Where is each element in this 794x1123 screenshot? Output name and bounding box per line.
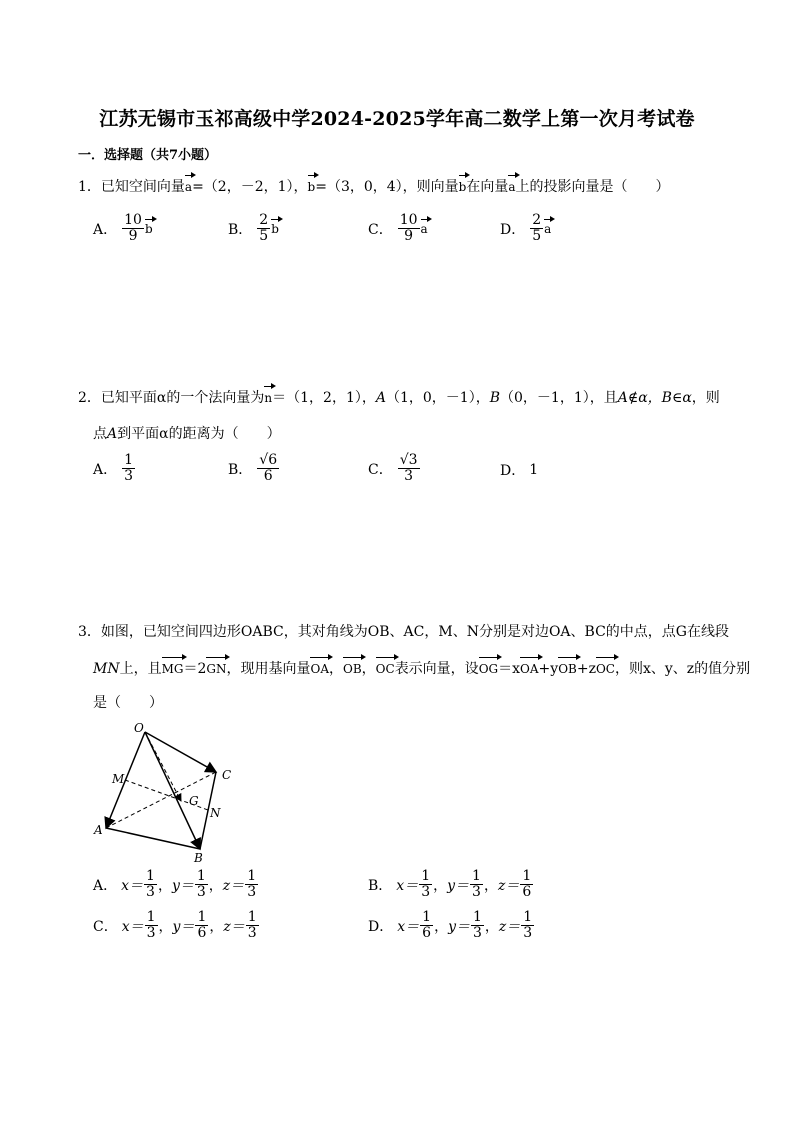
fraction: [520, 869, 533, 900]
question-text: （0，－1，1），且: [500, 390, 618, 406]
denominator: 3: [247, 884, 257, 900]
option-label: B．: [368, 877, 393, 894]
numerator: 2: [532, 212, 542, 228]
membership-condition: A∉α，B∈α: [617, 390, 692, 406]
separator: ，: [433, 877, 448, 894]
label-m: M: [112, 772, 125, 786]
option-label: B．: [228, 221, 253, 238]
option-a[interactable]: [93, 869, 259, 900]
question-text: （1，0，－1），: [385, 390, 490, 406]
var-y: y＝: [447, 877, 470, 894]
option-c[interactable]: [93, 910, 260, 941]
fraction: [257, 453, 279, 484]
question-text: 已知空间向量: [100, 179, 185, 195]
separator: ，: [209, 918, 224, 935]
question-text: +y: [538, 661, 559, 677]
denominator: 3: [404, 468, 414, 484]
numerator: 1: [146, 909, 156, 925]
vector-a: a: [544, 221, 552, 236]
question-text: ，现用基向量: [226, 661, 311, 677]
numerator: √6: [259, 452, 278, 468]
var-x: x＝: [397, 918, 420, 935]
edge-ab: [106, 828, 200, 849]
fraction: [122, 453, 135, 484]
numerator: 1: [247, 909, 257, 925]
var-x: x＝: [121, 918, 144, 935]
option-a[interactable]: [93, 453, 136, 484]
denominator: 3: [247, 925, 257, 941]
numerator: 1: [197, 909, 207, 925]
option-value: 1: [529, 462, 539, 478]
question-3-line-2: [93, 660, 750, 678]
fraction: [245, 869, 258, 900]
option-b[interactable]: [228, 213, 279, 244]
option-d[interactable]: [500, 213, 551, 244]
question-text: 上的投影向量是（ ）: [515, 179, 670, 195]
option-label: C．: [368, 461, 393, 478]
question-text: 是（ ）: [93, 695, 163, 711]
vector-b: b: [307, 180, 316, 194]
var-y: y＝: [448, 918, 470, 935]
var-z: z＝: [222, 877, 245, 894]
numerator: 1: [146, 868, 155, 884]
numerator: 1: [523, 909, 533, 925]
var-z: z＝: [223, 918, 245, 935]
question-text: ，则x、y、z的值分别: [614, 661, 751, 677]
var-z: z＝: [498, 918, 521, 935]
var-x: x＝: [396, 877, 419, 894]
question-text: ＝（1，2，1），: [272, 390, 376, 406]
question-2: [78, 389, 720, 407]
label-o: O: [134, 721, 144, 735]
denominator: 3: [146, 884, 155, 900]
point-a: A: [375, 390, 386, 406]
option-d[interactable]: [368, 910, 535, 941]
question-text: ＝2: [183, 661, 207, 677]
denominator: 3: [421, 884, 431, 900]
separator: ，: [157, 877, 172, 894]
fraction: [145, 910, 158, 941]
fraction: [471, 910, 484, 941]
separator: ，: [434, 918, 449, 935]
separator: ，: [483, 877, 498, 894]
var-x: x＝: [121, 877, 144, 894]
question-text: 到平面α的距离为（ ）: [117, 426, 281, 442]
label-g: G: [189, 794, 199, 808]
vector-a: a: [508, 180, 516, 194]
option-a[interactable]: [93, 213, 153, 244]
question-text: =（2，－2，1），: [192, 179, 308, 195]
vector-oc: OC: [375, 662, 395, 676]
option-label: B．: [228, 461, 253, 478]
question-text: ，则: [691, 390, 720, 406]
option-c[interactable]: [368, 213, 428, 244]
question-text: ，: [361, 661, 376, 677]
question-text: 已知平面α的一个法向量为: [100, 390, 265, 406]
var-z: z＝: [497, 877, 520, 894]
question-text: 点: [93, 426, 107, 442]
question-text: 上，且: [119, 661, 162, 677]
denominator: 9: [404, 228, 414, 244]
numerator: 1: [422, 909, 432, 925]
numerator: 1: [522, 868, 532, 884]
denominator: 5: [532, 228, 542, 244]
separator: ，: [208, 877, 223, 894]
vector-oa: OA: [520, 662, 539, 676]
fraction: [420, 910, 433, 941]
fraction: [419, 869, 432, 900]
option-label: A．: [93, 877, 118, 894]
numerator: 2: [259, 212, 269, 228]
numerator: √3: [399, 452, 418, 468]
option-c[interactable]: [368, 453, 421, 484]
question-text: =（3，0，4），则向量: [315, 179, 459, 195]
var-y: y＝: [172, 918, 195, 935]
label-a: A: [94, 823, 103, 837]
option-label: A．: [93, 461, 118, 478]
option-label: D．: [368, 918, 394, 935]
vector-oa: OA: [310, 662, 329, 676]
question-text: ，: [329, 661, 343, 677]
segment-mn: MN: [93, 661, 120, 677]
section-heading: 一．选择题（共7小题）: [78, 148, 218, 163]
fraction: [398, 213, 420, 244]
vector-n: n: [264, 391, 273, 405]
vector-oc: OC: [595, 662, 615, 676]
numerator: 1: [247, 868, 257, 884]
denominator: 3: [523, 925, 533, 941]
question-1: [78, 178, 670, 196]
vector-a: a: [184, 180, 193, 194]
question-2-line-2: [93, 425, 281, 443]
vector-b: b: [458, 180, 467, 194]
denominator: 6: [263, 468, 273, 484]
point-a: A: [107, 426, 118, 442]
option-label: D．: [500, 463, 526, 479]
option-b[interactable]: [228, 453, 280, 484]
vector-ob: OB: [558, 662, 577, 676]
question-number: 3．: [78, 624, 101, 640]
numerator: 1: [472, 909, 482, 925]
fraction: [257, 213, 270, 244]
denominator: 6: [522, 884, 532, 900]
question-number: 2．: [78, 390, 101, 406]
vector-b: b: [271, 221, 279, 236]
denominator: 3: [472, 925, 482, 941]
label-c: C: [222, 768, 232, 782]
vector-b: b: [144, 221, 153, 236]
fraction: [144, 869, 157, 900]
denominator: 5: [259, 228, 269, 244]
numerator: 10: [124, 212, 142, 228]
option-d[interactable]: [500, 460, 538, 480]
denominator: 6: [422, 925, 432, 941]
question-text: 在向量: [466, 179, 509, 195]
numerator: 1: [124, 452, 134, 468]
numerator: 1: [196, 868, 206, 884]
vector-a: a: [420, 221, 428, 236]
vector-gn: GN: [206, 662, 227, 676]
numerator: 1: [421, 868, 431, 884]
numerator: 10: [399, 212, 418, 228]
fraction: [122, 213, 144, 244]
option-label: C．: [368, 221, 393, 238]
fraction: [195, 910, 208, 941]
option-b[interactable]: [368, 869, 534, 900]
tetrahedron-figure: [88, 720, 248, 870]
fraction: [470, 869, 483, 900]
question-text: +z: [576, 661, 596, 677]
separator: ，: [484, 918, 499, 935]
page-title: 江苏无锡市玉祁高级中学2024-2025学年高二数学上第一次月考试卷: [99, 108, 695, 130]
question-3: [78, 623, 729, 641]
question-text: 表示向量，设: [394, 661, 479, 677]
separator: ，: [158, 918, 173, 935]
fraction: [530, 213, 543, 244]
point-b: B: [489, 390, 501, 406]
label-n: N: [210, 806, 221, 820]
option-label: C．: [93, 918, 118, 935]
denominator: 3: [472, 884, 481, 900]
numerator: 1: [472, 868, 481, 884]
option-label: A．: [93, 221, 118, 238]
denominator: 3: [146, 925, 156, 941]
question-number: 1．: [78, 179, 101, 195]
fraction: [521, 910, 534, 941]
vector-mg: MG: [161, 662, 184, 676]
denominator: 6: [197, 925, 207, 941]
fraction: [246, 910, 259, 941]
denominator: 3: [196, 884, 206, 900]
fraction: [195, 869, 208, 900]
vector-ob: OB: [343, 662, 362, 676]
denominator: 9: [128, 228, 138, 244]
denominator: 3: [124, 468, 134, 484]
question-text: 如图，已知空间四边形OABC，其对角线为OB、AC，M、N分别是对边OA、BC的中点，点G在线段: [100, 624, 729, 640]
label-b: B: [194, 851, 203, 865]
question-text: ＝x: [498, 661, 521, 677]
var-y: y＝: [171, 877, 194, 894]
question-3-line-3: [93, 694, 163, 712]
fraction: [398, 453, 420, 484]
option-label: D．: [500, 221, 526, 238]
vector-og: OG: [478, 662, 499, 676]
